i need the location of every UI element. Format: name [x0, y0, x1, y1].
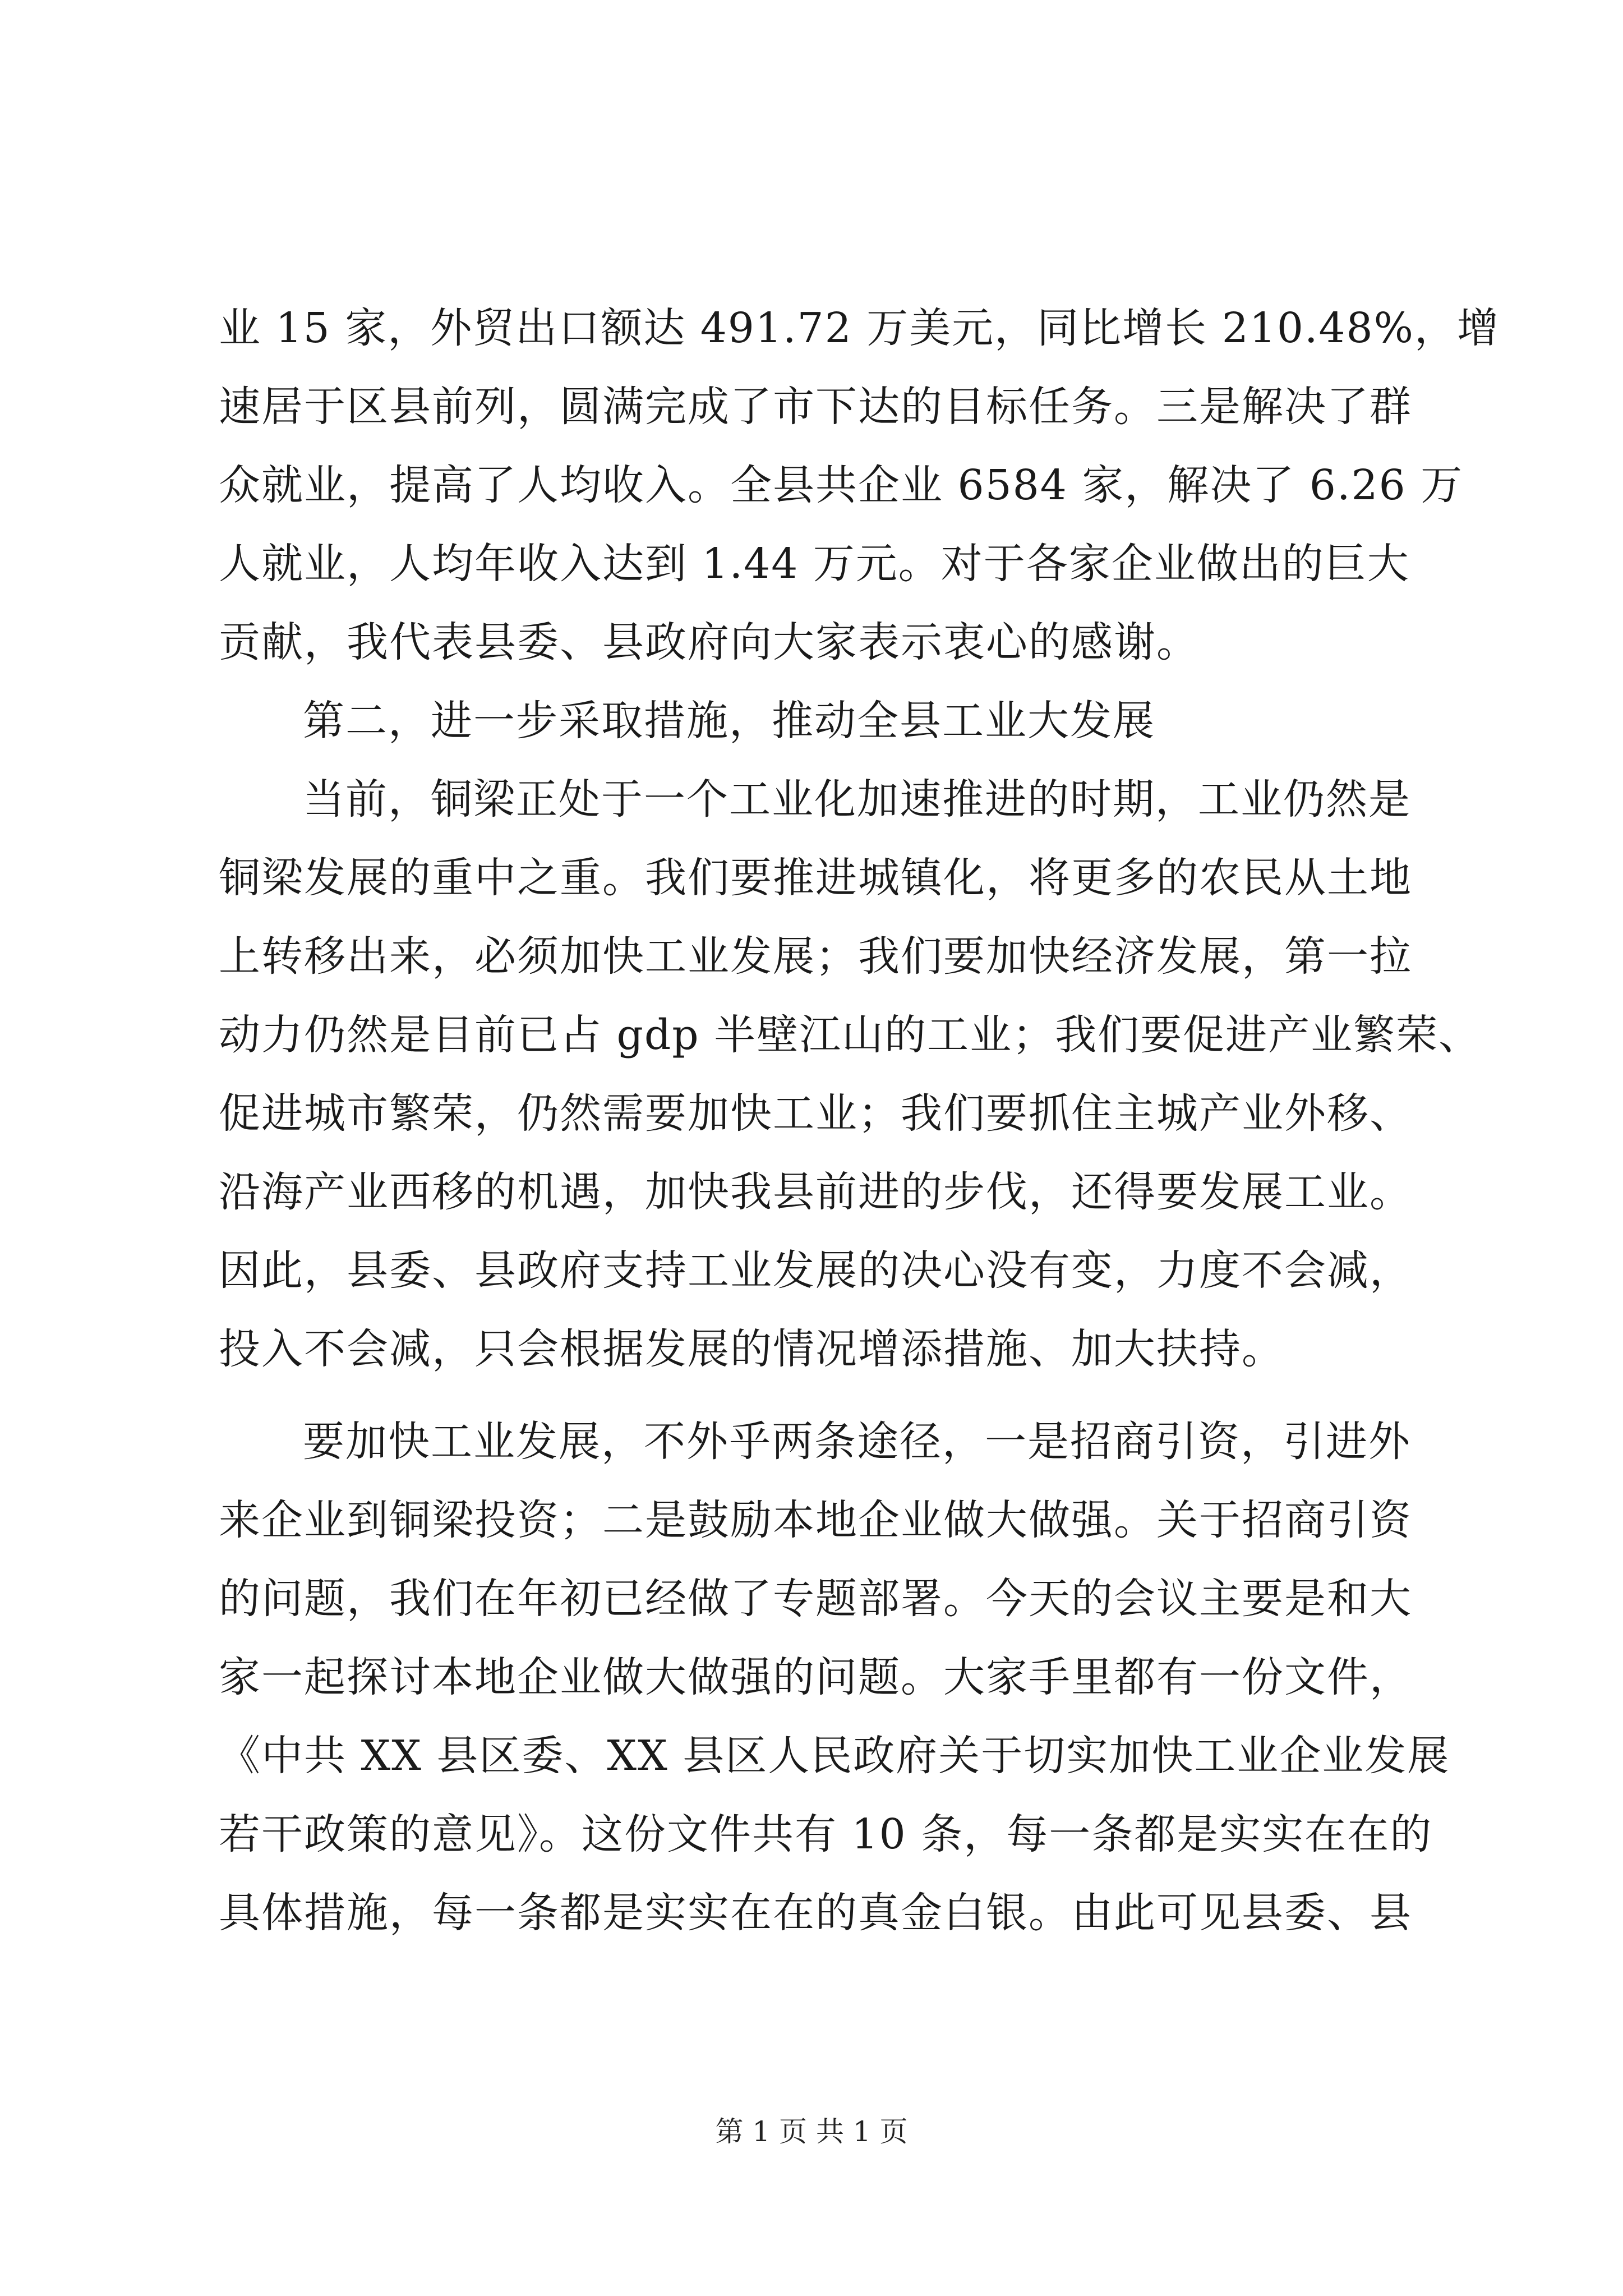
body-text-line: 家一起探讨本地企业做大做强的问题。大家手里都有一份文件， — [219, 1653, 1412, 1701]
body-text-line: 当前，铜梁正处于一个工业化加速推进的时期，工业仍然是 — [303, 775, 1411, 823]
section-heading: 第二，进一步采取措施，推动全县工业大发展 — [303, 697, 1155, 745]
body-text-line: 来企业到铜梁投资；二是鼓励本地企业做大做强。关于招商引资 — [219, 1496, 1412, 1544]
body-text-line: 促进城市繁荣，仍然需要加快工业；我们要抓住主城产业外移、 — [219, 1089, 1412, 1138]
body-text-line: 若干政策的意见》。这份文件共有 10 条，每一条都是实实在在的 — [219, 1810, 1433, 1858]
body-text-line: 动力仍然是目前已占 gdp 半壁江山的工业；我们要促进产业繁荣、 — [219, 1011, 1482, 1059]
body-text-line: 具体措施，每一条都是实实在在的真金白银。由此可见县委、县 — [219, 1889, 1412, 1937]
body-text-line: 铜梁发展的重中之重。我们要推进城镇化，将更多的农民从土地 — [219, 854, 1412, 902]
body-text-line: 速居于区县前列，圆满完成了市下达的目标任务。三是解决了群 — [219, 383, 1412, 431]
body-text-line: 众就业，提高了人均收入。全县共企业 6584 家，解决了 6.26 万 — [219, 461, 1464, 509]
body-text-line: 业 15 家，外贸出口额达 491.72 万美元，同比增长 210.48%，增 — [219, 304, 1500, 352]
page-number-footer: 第 1 页 共 1 页 — [715, 2115, 908, 2148]
body-text-line: 《中共 XX 县区委、XX 县区人民政府关于切实加快工业企业发展 — [219, 1732, 1450, 1780]
body-text-line: 因此，县委、县政府支持工业发展的决心没有变，力度不会减， — [219, 1246, 1412, 1295]
body-text-line: 上转移出来，必须加快工业发展；我们要加快经济发展，第一拉 — [219, 932, 1412, 981]
body-text-line: 沿海产业西移的机遇，加快我县前进的步伐，还得要发展工业。 — [219, 1168, 1412, 1216]
body-text-line: 的问题，我们在年初已经做了专题部署。今天的会议主要是和大 — [219, 1575, 1412, 1623]
body-text-line: 要加快工业发展，不外乎两条途径，一是招商引资，引进外 — [303, 1418, 1411, 1466]
body-text-line: 投入不会减，只会根据发展的情况增添措施、加大扶持。 — [219, 1325, 1284, 1373]
body-text-line: 贡献，我代表县委、县政府向大家表示衷心的感谢。 — [219, 618, 1199, 666]
body-text-line: 人就业，人均年收入达到 1.44 万元。对于各家企业做出的巨大 — [219, 540, 1410, 588]
